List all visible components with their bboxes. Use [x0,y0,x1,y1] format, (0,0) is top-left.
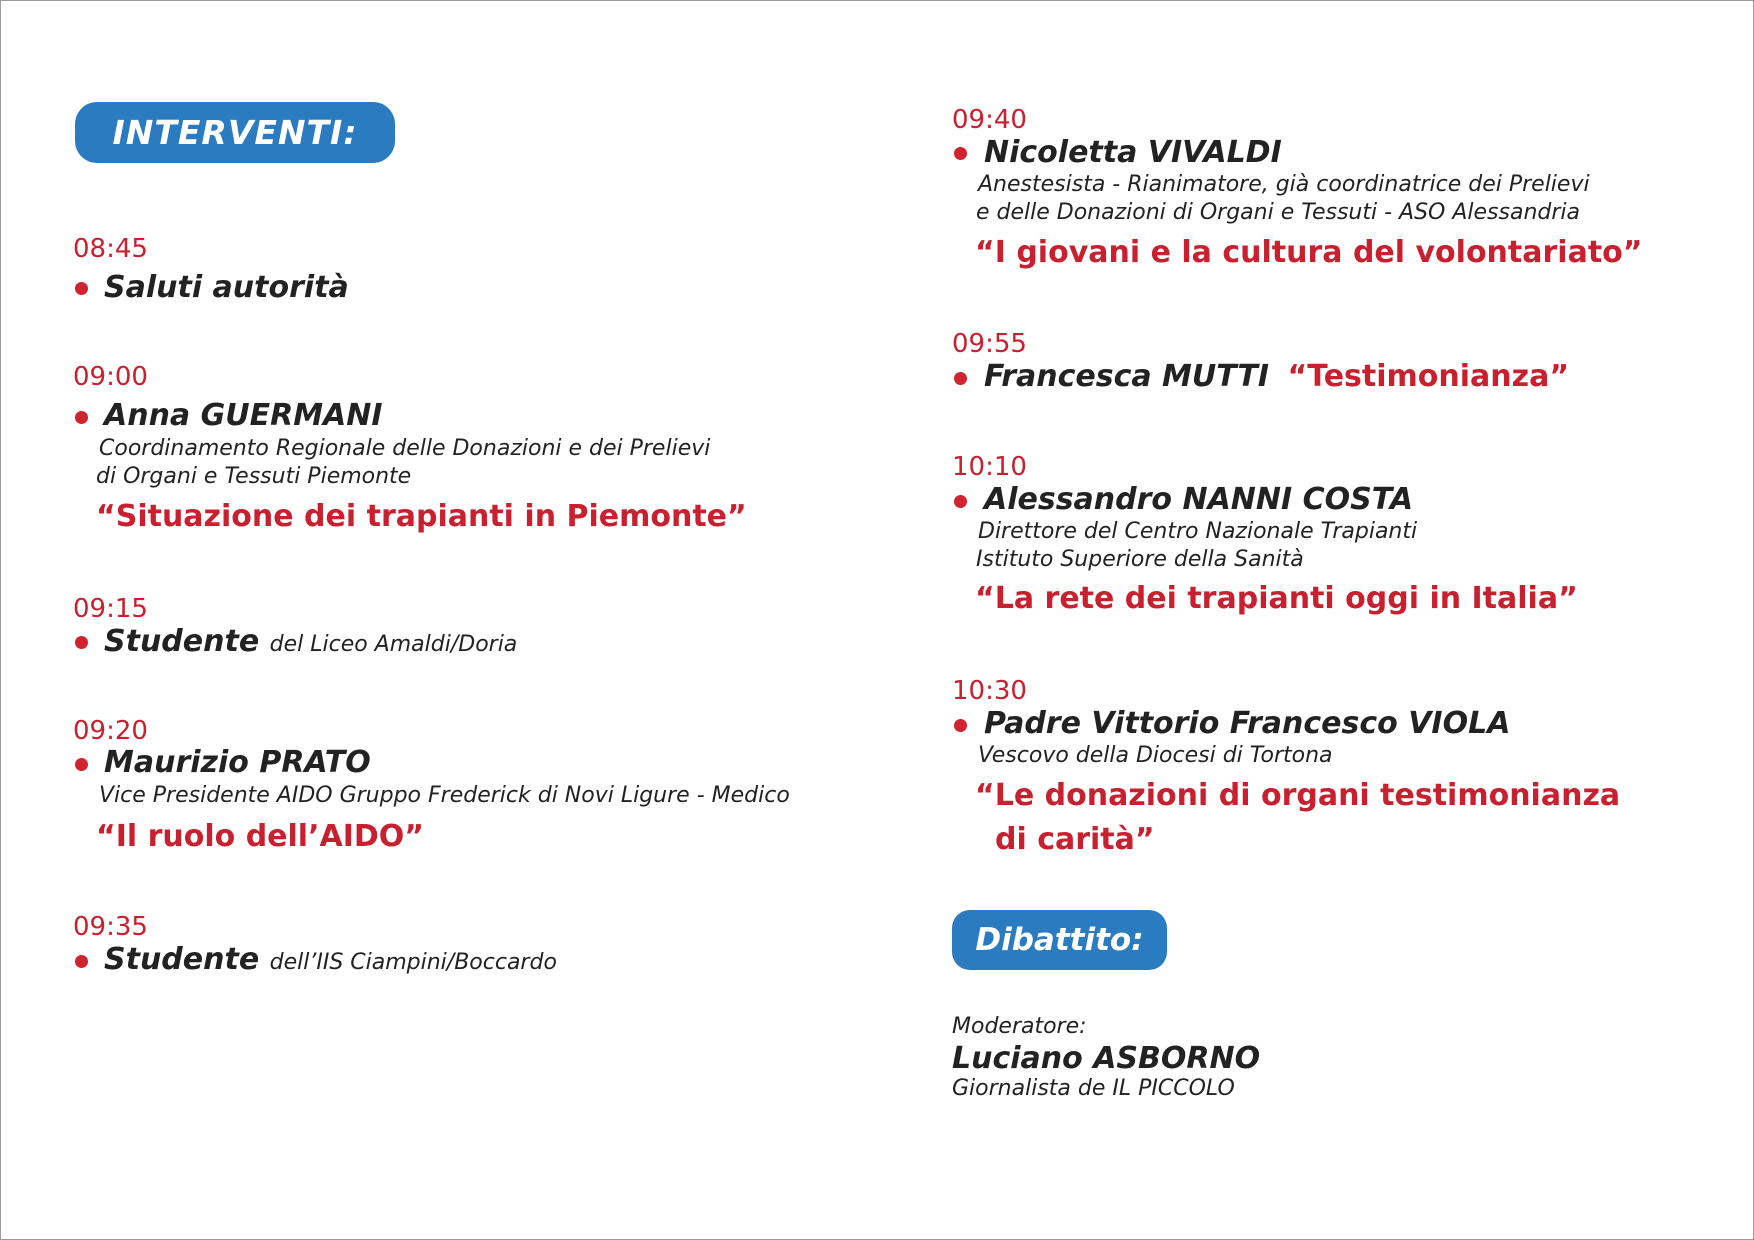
time-label: 10:30 [952,676,1027,706]
speaker-name: Nicoletta VIVALDI [984,135,1282,170]
dibattito-label: Dibattito: [975,922,1144,958]
speaker-role: e delle Donazioni di Organi e Tessuti - ASO Alessandria [976,200,1580,225]
speaker-title: Francesca MUTTI [984,359,1270,394]
speaker-name [104,942,557,977]
time-label: 10:10 [952,452,1027,482]
moderator-label: Moderatore: [952,1014,1087,1039]
speaker-title: Studente [104,624,260,659]
speaker-role: di Organi e Tessuti Piemonte [96,464,412,489]
speaker-role: Vescovo della Diocesi di Tortona [978,743,1333,768]
bullet-icon [75,636,88,649]
speaker-title: Studente [104,942,260,977]
bullet-icon [954,495,967,508]
time-label: 09:20 [73,716,148,746]
moderator-role: Giornalista de IL PICCOLO [952,1076,1235,1101]
talk-title: “I giovani e la cultura del volontariato” [975,235,1643,270]
bullet-icon [954,147,967,160]
speaker-affiliation: del Liceo Amaldi/Doria [269,632,518,657]
speaker-name [104,624,518,659]
speaker-role: Istituto Superiore della Sanità [976,547,1304,572]
speaker-name [984,359,1570,394]
speaker-role: Coordinamento Regionale delle Donazioni e dei Prelievi [99,436,711,461]
bullet-icon [75,282,88,295]
moderator-name: Luciano ASBORNO [952,1041,1261,1076]
speaker-role: Anestesista - Rianimatore, già coordinatrice dei Prelievi [978,172,1590,197]
speaker-name: Padre Vittorio Francesco VIOLA [984,706,1511,741]
time-label: 09:00 [73,362,148,392]
interventi-label: INTERVENTI: [112,113,358,152]
speaker-name: Anna GUERMANI [104,398,383,433]
speaker-affiliation: dell’IIS Ciampini/Boccardo [269,950,557,975]
interventi-header [75,102,395,163]
bullet-icon [75,411,88,424]
time-label: 09:40 [952,105,1027,135]
speaker-role: Direttore del Centro Nazionale Trapianti [978,519,1418,544]
time-label: 09:15 [73,594,148,624]
talk-title: “Testimonianza” [1287,359,1570,394]
time-label: 09:55 [952,329,1027,359]
talk-title: “La rete dei trapianti oggi in Italia” [975,581,1578,616]
time-label: 09:35 [73,912,148,942]
speaker-role: Vice Presidente AIDO Gruppo Frederick di Novi Ligure - Medico [99,783,790,808]
dibattito-header [952,910,1167,970]
talk-title-continued: di carità” [995,822,1155,857]
talk-title: “Le donazioni di organi testimonianza [975,778,1621,813]
speaker-name: Maurizio PRATO [104,745,371,780]
bullet-icon [954,372,967,385]
speaker-name: Saluti autorità [104,270,349,305]
talk-title: “Il ruolo dell’AIDO” [96,819,424,854]
speaker-name: Alessandro NANNI COSTA [984,482,1414,517]
bullet-icon [75,955,88,968]
bullet-icon [954,719,967,732]
talk-title: “Situazione dei trapianti in Piemonte” [96,499,747,534]
time-label: 08:45 [73,234,148,264]
bullet-icon [75,758,88,771]
